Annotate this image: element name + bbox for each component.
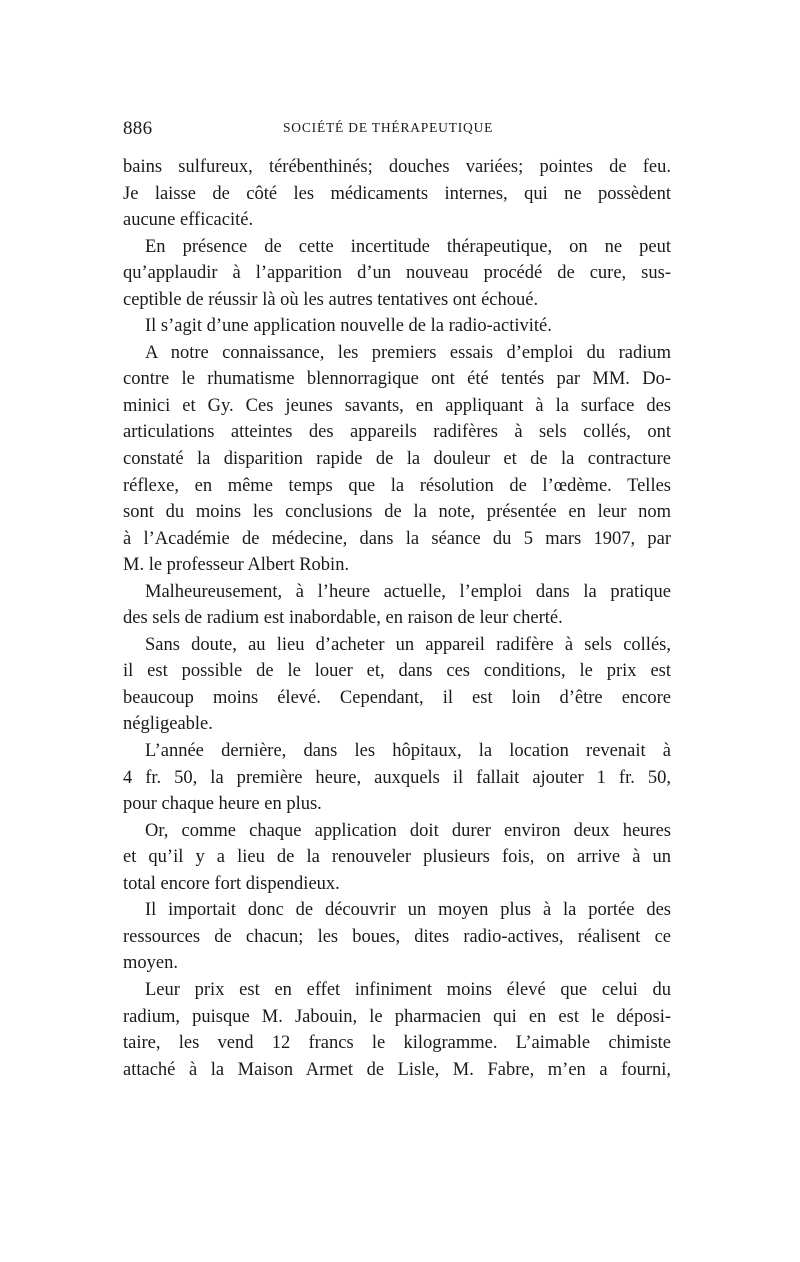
text-line: et qu’il y a lieu de la renouveler plusieurs fois, on arrive à un bbox=[123, 847, 671, 868]
text-line: taire, les vend 12 francs le kilogramme. L’aimable chimiste bbox=[123, 1033, 671, 1054]
text-line: attaché à la Maison Armet de Lisle, M. Fabre, m’en a fourni, bbox=[123, 1059, 671, 1080]
text-line: Or, comme chaque application doit durer environ deux heures bbox=[145, 820, 671, 841]
text-line: total encore fort dispendieux. bbox=[123, 873, 340, 894]
text-line: Sans doute, au lieu d’acheter un appareil radifère à sels collés, bbox=[145, 634, 671, 655]
text-line: Je laisse de côté les médicaments internes, qui ne possèdent bbox=[123, 183, 671, 204]
text-line: Leur prix est en effet infiniment moins élevé que celui du bbox=[145, 979, 671, 1000]
text-line: L’année dernière, dans les hôpitaux, la location revenait à bbox=[145, 741, 671, 762]
text-line: M. le professeur Albert Robin. bbox=[123, 555, 350, 576]
body-text bbox=[123, 154, 671, 1083]
text-line: réflexe, en même temps que la résolution de l’œdème. Telles bbox=[123, 475, 671, 496]
text-line: contre le rhumatisme blennorragique ont été tentés par MM. Do- bbox=[123, 369, 671, 390]
text-line: ceptible de réussir là où les autres tentatives ont échoué. bbox=[123, 289, 539, 310]
text-line: minici et Gy. Ces jeunes savants, en appliquant à la surface des bbox=[123, 395, 671, 416]
text-line: ressources de chacun; les boues, dites radio-actives, réalisent ce bbox=[123, 926, 671, 947]
page-number: 886 bbox=[123, 118, 153, 139]
text-line: sont du moins les conclusions de la note, présentée en leur nom bbox=[123, 502, 671, 523]
text-line: pour chaque heure en plus. bbox=[123, 794, 322, 815]
text-line: bains sulfureux, térébenthinés; douches variées; pointes de feu. bbox=[123, 157, 671, 177]
text-line: articulations atteintes des appareils radifères à sels collés, ont bbox=[123, 422, 671, 443]
text-line: aucune efficacité. bbox=[123, 210, 254, 231]
text-line: Il importait donc de découvrir un moyen plus à la portée des bbox=[145, 900, 671, 921]
text-line: Il s’agit d’une application nouvelle de la radio-activité. bbox=[145, 316, 552, 337]
text-line: 4 fr. 50, la première heure, auxquels il fallait ajouter 1 fr. 50, bbox=[123, 767, 671, 788]
text-line: négligeable. bbox=[123, 714, 213, 735]
text-line: qu’applaudir à l’apparition d’un nouveau procédé de cure, sus- bbox=[123, 263, 671, 284]
text-line: constaté la disparition rapide de la douleur et de la contracture bbox=[123, 449, 671, 470]
text-line: radium, puisque M. Jabouin, le pharmacien qui en est le déposi- bbox=[123, 1006, 671, 1027]
text-line: Malheureusement, à l’heure actuelle, l’emploi dans la pratique bbox=[145, 581, 671, 602]
text-line: il est possible de le louer et, dans ces conditions, le prix est bbox=[123, 661, 671, 682]
text-line: à l’Académie de médecine, dans la séance du 5 mars 1907, par bbox=[123, 528, 671, 549]
book-page bbox=[123, 118, 671, 1083]
text-line: des sels de radium est inabordable, en raison de leur cherté. bbox=[123, 608, 563, 629]
text-line: En présence de cette incertitude thérapeutique, on ne peut bbox=[145, 236, 671, 257]
text-line: A notre connaissance, les premiers essais d’emploi du radium bbox=[145, 342, 671, 363]
text-line: beaucoup moins élevé. Cependant, il est loin d’être encore bbox=[123, 687, 671, 708]
page-header bbox=[123, 118, 671, 148]
running-head: SOCIÉTÉ DE THÉRAPEUTIQUE bbox=[283, 120, 494, 135]
text-line: moyen. bbox=[123, 953, 178, 974]
